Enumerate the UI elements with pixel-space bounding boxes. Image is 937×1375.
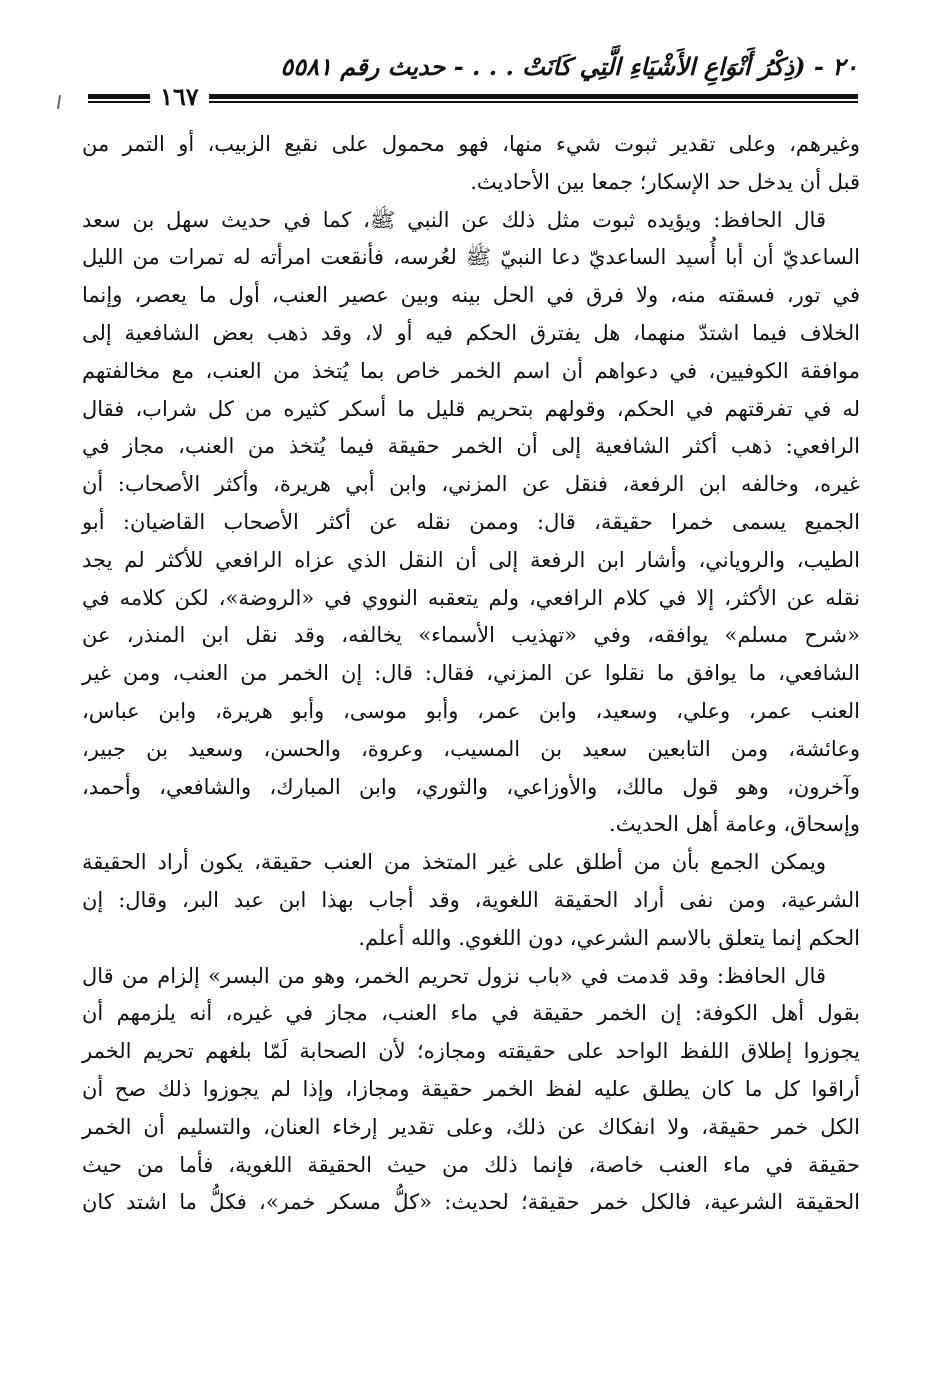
text-line: الخلاف فيما اشتدّ منهما، هل يفترق الحكم فيه أو لا، وقد ذهب بعض الشافعية إلى xyxy=(82,320,860,345)
text-line: وغيرهم، وعلى تقدير ثبوت شيء منها، فهو محمول على نقيع الزبيب، أو التمر من xyxy=(82,132,860,156)
margin-mark xyxy=(57,95,61,109)
text-line: أراقوا كل ما كان يطلق عليه لفظ الخمر حقيقة ومجازا، وإذا لم يجوزوا ذلك صح أن xyxy=(82,1076,860,1101)
page-number: ١٦٧ xyxy=(150,82,209,111)
text-line: ويمكن الجمع بأن من أطلق على غير المتخذ من العنب حقيقة، يكون أراد الحقيقة xyxy=(82,850,826,875)
text-line: غيره، وخالفه ابن الرفعة، فنقل عن المزني، وابن أبي هريرة، وأكثر الأصحاب: أن xyxy=(82,472,860,497)
text-line: قال الحافظ: وقد قدمت في «باب نزول تحريم الخمر، وهو من البسر» إلزام من قال xyxy=(82,963,826,988)
text-line: وعائشة، ومن التابعين سعيد بن المسيب، وعروة، والحسن، وسعيد بن جبير، xyxy=(82,736,860,761)
text-line: الحقيقة الشرعية، فالكل خمر حقيقة؛ لحديث: «كلُّ مسكر خمر»، فكلُّ ما اشتد كان xyxy=(82,1190,860,1215)
text-line: وإسحاق، وعامة أهل الحديث. xyxy=(609,812,860,837)
text-line: العنب عمر، وعلي، وسعيد، وابن عمر، وأبو موسى، وأبو هريرة، وابن عباس، xyxy=(82,698,860,723)
text-line: الطيب، والروياني، وأشار ابن الرفعة إلى أن النقل الذي عزاه الرافعي للأكثر لم يجد xyxy=(82,547,860,572)
text-line: «شرح مسلم» يوافقه، وفي «تهذيب الأسماء» يخالفه، وقد نقل ابن المنذر، عن xyxy=(82,623,860,648)
text-line: حقيقة في ماء العنب خاصة، فإنما ذلك من حيث الحقيقة اللغوية، فأما من حيث xyxy=(82,1152,860,1177)
running-header xyxy=(88,48,858,84)
text-line: الشرعية، ومن نفى أراد الحقيقة اللغوية، وقد أجاب بهذا ابن عبد البر، وقال: إن xyxy=(82,887,860,912)
text-line: قال الحافظ: ويؤيده ثبوت مثل ذلك عن النبي ﷺ، كما في حديث سهل بن سعد xyxy=(82,207,826,232)
text-line: بقول أهل الكوفة: إن الخمر حقيقة في ماء العنب، مجاز في غيره، أنه يلزمهم أن xyxy=(82,1001,860,1026)
text-line: الشافعي، ما يوافق ما نقلوا عن المزني، فقال: قال: إن الخمر من العنب، ومن غير xyxy=(82,661,860,686)
body-text xyxy=(82,126,860,1222)
text-line: الكل خمر حقيقة، ولا انفكاك عن ذلك، وعلى تقدير إرخاء العنان، والتسليم أن الخمر xyxy=(82,1114,860,1139)
header-title: ٢٠ - (ذِكْرُ أَنْوَاعِ الأَشْيَاءِ الَّتِي كَانَتْ . . . - حديث رقم ٥٥٨١ xyxy=(280,51,858,81)
text-line: الحكم إنما يتعلق بالاسم الشرعي، دون اللغوي. والله أعلم. xyxy=(358,925,860,950)
text-line: الرافعي: ذهب أكثر الشافعية إلى أن الخمر حقيقة فيما يُتخذ من العنب، مجاز في xyxy=(82,434,860,459)
text-line: موافقة الكوفيين، في دعواهم أن اسم الخمر خاص بما يُتخذ من العنب، مع مخالفتهم xyxy=(82,358,860,383)
text-line: له في تفرقتهم في الحكم، وقولهم بتحريم قليل ما أسكر كثيره من كل شراب، فقال xyxy=(82,396,860,421)
text-line: قبل أن يدخل حد الإسكار؛ جمعا بين الأحاديث. xyxy=(470,169,860,194)
text-line: الجميع يسمى خمرا حقيقة، قال: وممن نقله عن أكثر الأصحاب القاضيان: أبو xyxy=(82,509,861,534)
text-line: في تور، فسقته منه، ولا فرق في الحل بينه وبين عصير العنب، أول ما يعصر، وإنما xyxy=(82,283,860,308)
text-line: يجوزوا إطلاق اللفظ الواحد على حقيقته ومجازه؛ لأن الصحابة لَمّا بلغهم تحريم الخمر xyxy=(82,1039,860,1064)
text-line: وآخرون، وهو قول مالك، والأوزاعي، والثوري، وابن المبارك، والشافعي، وأحمد، xyxy=(82,774,860,799)
text-line: الساعديّ أن أبا أُسيد الساعديّ دعا النبيّ ﷺ لعُرسه، فأنقعت امرأته له تمرات من الليل xyxy=(82,245,860,270)
text-line: نقله عن الأكثر، إلا في كلام الرافعي، ولم يتعقبه النووي في «الروضة»، لكن كلامه في xyxy=(82,585,860,610)
